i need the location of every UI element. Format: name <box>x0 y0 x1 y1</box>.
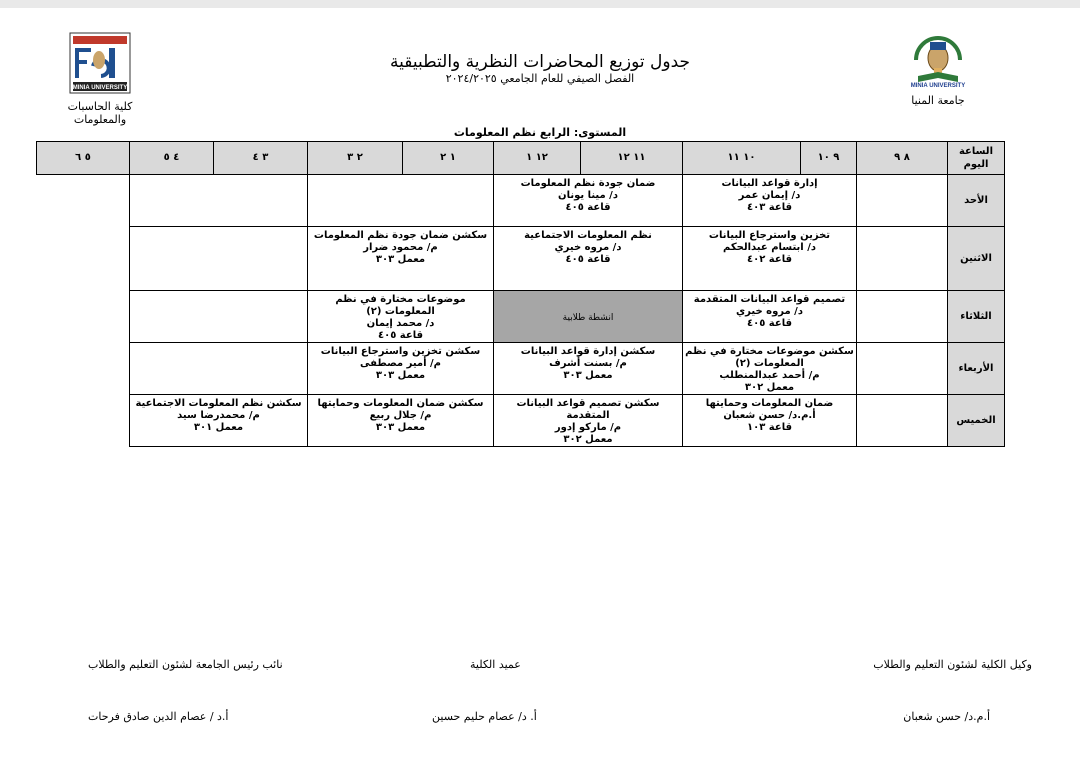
room-label: قاعة ٤٠٥ <box>378 330 423 341</box>
hour-header: ٤ ٥ <box>130 142 214 175</box>
title-block <box>340 52 740 86</box>
course-name: سكشن ضمان المعلومات وحمايتها <box>317 398 484 409</box>
room-label: معمل ٣٠٢ <box>563 434 613 445</box>
lecture-cell <box>683 343 857 395</box>
room-label: قاعة ٤٠٣ <box>747 202 792 213</box>
lecture-cell <box>494 343 683 395</box>
lecture-cell <box>308 395 494 447</box>
corner-label: الساعة <box>958 146 993 157</box>
course-name: ضمان جودة نظم المعلومات <box>520 178 656 189</box>
day-cell: الأربعاء <box>948 343 1005 395</box>
course-name: موضوعات مختارة في نظم المعلومات (٢) <box>335 294 466 317</box>
header-row <box>37 142 1005 175</box>
course-name: تخزين واسترجاع البيانات <box>708 230 831 241</box>
lecture-cell <box>308 343 494 395</box>
course-name: ضمان المعلومات وحمايتها <box>705 398 834 409</box>
room-label: معمل ٣٠٢ <box>744 382 795 393</box>
lecture-cell <box>683 291 857 343</box>
day-row <box>37 175 1005 227</box>
room-label: معمل ٣٠٣ <box>375 254 426 265</box>
room-label: معمل ٣٠٣ <box>375 370 426 381</box>
room-label: قاعة ٤٠٢ <box>747 254 792 265</box>
instructor-name: م/ أمير مصطفى <box>360 358 441 369</box>
empty-cell <box>308 175 494 227</box>
day-cell: الخميس <box>948 395 1005 447</box>
course-name: سكشن نظم المعلومات الاجتماعية <box>135 398 302 409</box>
schedule-table <box>36 141 1005 447</box>
lecture-cell <box>494 395 683 447</box>
hour-header: ٨ ٩ <box>857 142 948 175</box>
instructor-name: د/ محمد إيمان <box>366 318 435 329</box>
signature-left-title: نائب رئيس الجامعة لشئون التعليم والطلاب <box>88 658 283 671</box>
faculty-logo-block <box>40 32 160 126</box>
day-row <box>37 343 1005 395</box>
course-name: سكشن تخزين واسترجاع البيانات <box>320 346 481 357</box>
lecture-cell <box>683 395 857 447</box>
lecture-cell <box>683 227 857 291</box>
instructor-name: م/ بسنت أشرف <box>549 358 627 369</box>
lecture-cell <box>308 227 494 291</box>
instructor-name: د/ إيمان عمر <box>738 190 801 201</box>
faculty-logo-icon <box>69 32 131 94</box>
hour-header: ١٢ ١ <box>494 142 581 175</box>
lecture-cell <box>494 291 683 343</box>
day-row <box>37 395 1005 447</box>
empty-cell <box>130 227 308 291</box>
lecture-cell <box>308 291 494 343</box>
page-subtitle: الفصل الصيفي للعام الجامعي ٢٠٢٤/٢٠٢٥ <box>445 72 635 85</box>
day-cell: الأحد <box>948 175 1005 227</box>
signature-center-name: أ. د/ عصام حليم حسين <box>432 710 537 723</box>
corner-cell <box>948 142 1005 175</box>
empty-cell <box>857 175 948 227</box>
page-title: جدول توزيع المحاضرات النظرية والتطبيقية <box>389 52 691 72</box>
schedule-page <box>0 8 1080 770</box>
course-name: سكشن إدارة قواعد البيانات <box>520 346 656 357</box>
course-name: نظم المعلومات الاجتماعية <box>524 230 652 241</box>
day-row <box>37 227 1005 291</box>
instructor-name: م/ محمود ضرار <box>363 242 438 253</box>
hour-header: ١٠ ١١ <box>683 142 801 175</box>
empty-cell <box>130 291 308 343</box>
room-label: معمل ٣٠٣ <box>563 370 613 381</box>
course-name: سكشن تصميم قواعد البيانات المتقدمة <box>516 398 660 421</box>
instructor-name: د/ مروه خيري <box>554 242 622 253</box>
hour-header: ٣ ٤ <box>214 142 308 175</box>
course-name: إدارة قواعد البيانات <box>721 178 818 189</box>
lecture-cell <box>494 227 683 291</box>
hour-header: ٥ ٦ <box>37 142 130 175</box>
instructor-name: م/ جلال ربيع <box>369 410 432 421</box>
empty-cell <box>130 343 308 395</box>
level-label: المستوى: الرابع نظم المعلومات <box>453 126 627 139</box>
instructor-name: د/ مروه خيري <box>736 306 803 317</box>
lecture-cell <box>683 175 857 227</box>
university-name: جامعة المنيا <box>911 94 965 107</box>
lecture-cell <box>130 395 308 447</box>
instructor-name: د/ ابتسام عبدالحكم <box>722 242 816 253</box>
room-label: قاعة ٤٠٥ <box>565 254 611 265</box>
hour-header: ١ ٢ <box>403 142 494 175</box>
course-name: سكشن موضوعات مختارة في نظم المعلومات (٢) <box>685 346 854 369</box>
signature-center-title: عميد الكلية <box>470 658 521 671</box>
empty-cell <box>857 227 948 291</box>
empty-cell <box>857 291 948 343</box>
instructor-name: م/ محمدرضا سيد <box>177 410 260 421</box>
hour-header: ٩ ١٠ <box>801 142 857 175</box>
instructor-name: د/ مينا يونان <box>558 190 618 201</box>
empty-cell <box>130 175 308 227</box>
svg-text:MINIA UNIVERSITY: MINIA UNIVERSITY <box>910 83 966 88</box>
day-row <box>37 291 1005 343</box>
hour-header: ١١ ١٢ <box>581 142 683 175</box>
room-label: قاعة ٤٠٥ <box>565 202 611 213</box>
room-label: معمل ٣٠١ <box>193 422 244 433</box>
course-name: انشطة طلابية <box>562 313 614 323</box>
instructor-name: م/ أحمد عبدالمنطلب <box>719 370 820 381</box>
university-logo-block <box>898 32 978 107</box>
university-logo-icon <box>908 32 968 88</box>
day-cell: الثلاثاء <box>948 291 1005 343</box>
faculty-name: كلية الحاسبات والمعلومات <box>67 100 133 126</box>
lecture-cell <box>494 175 683 227</box>
signature-right-name: أ.م.د/ حسن شعبان <box>903 710 990 723</box>
hour-header: ٢ ٣ <box>308 142 403 175</box>
empty-cell <box>857 395 948 447</box>
room-label: قاعة ٤٠٥ <box>747 318 792 329</box>
signature-left-name: أ.د / عصام الدين صادق فرحات <box>88 710 229 723</box>
signature-right-title: وكيل الكلية لشئون التعليم والطلاب <box>873 658 1032 671</box>
empty-cell <box>857 343 948 395</box>
instructor-name: أ.م.د/ حسن شعبان <box>723 410 816 421</box>
course-name: تصميم قواعد البيانات المتقدمة <box>693 294 846 305</box>
corner-label: اليوم <box>963 159 989 170</box>
room-label: معمل ٣٠٣ <box>375 422 426 433</box>
svg-text:MINIA UNIVERSITY: MINIA UNIVERSITY <box>72 85 128 91</box>
day-cell: الاثنين <box>948 227 1005 291</box>
room-label: قاعة ١٠٣ <box>747 422 792 433</box>
instructor-name: م/ ماركو إدور <box>554 422 622 433</box>
course-name: سكشن ضمان جودة نظم المعلومات <box>313 230 488 241</box>
